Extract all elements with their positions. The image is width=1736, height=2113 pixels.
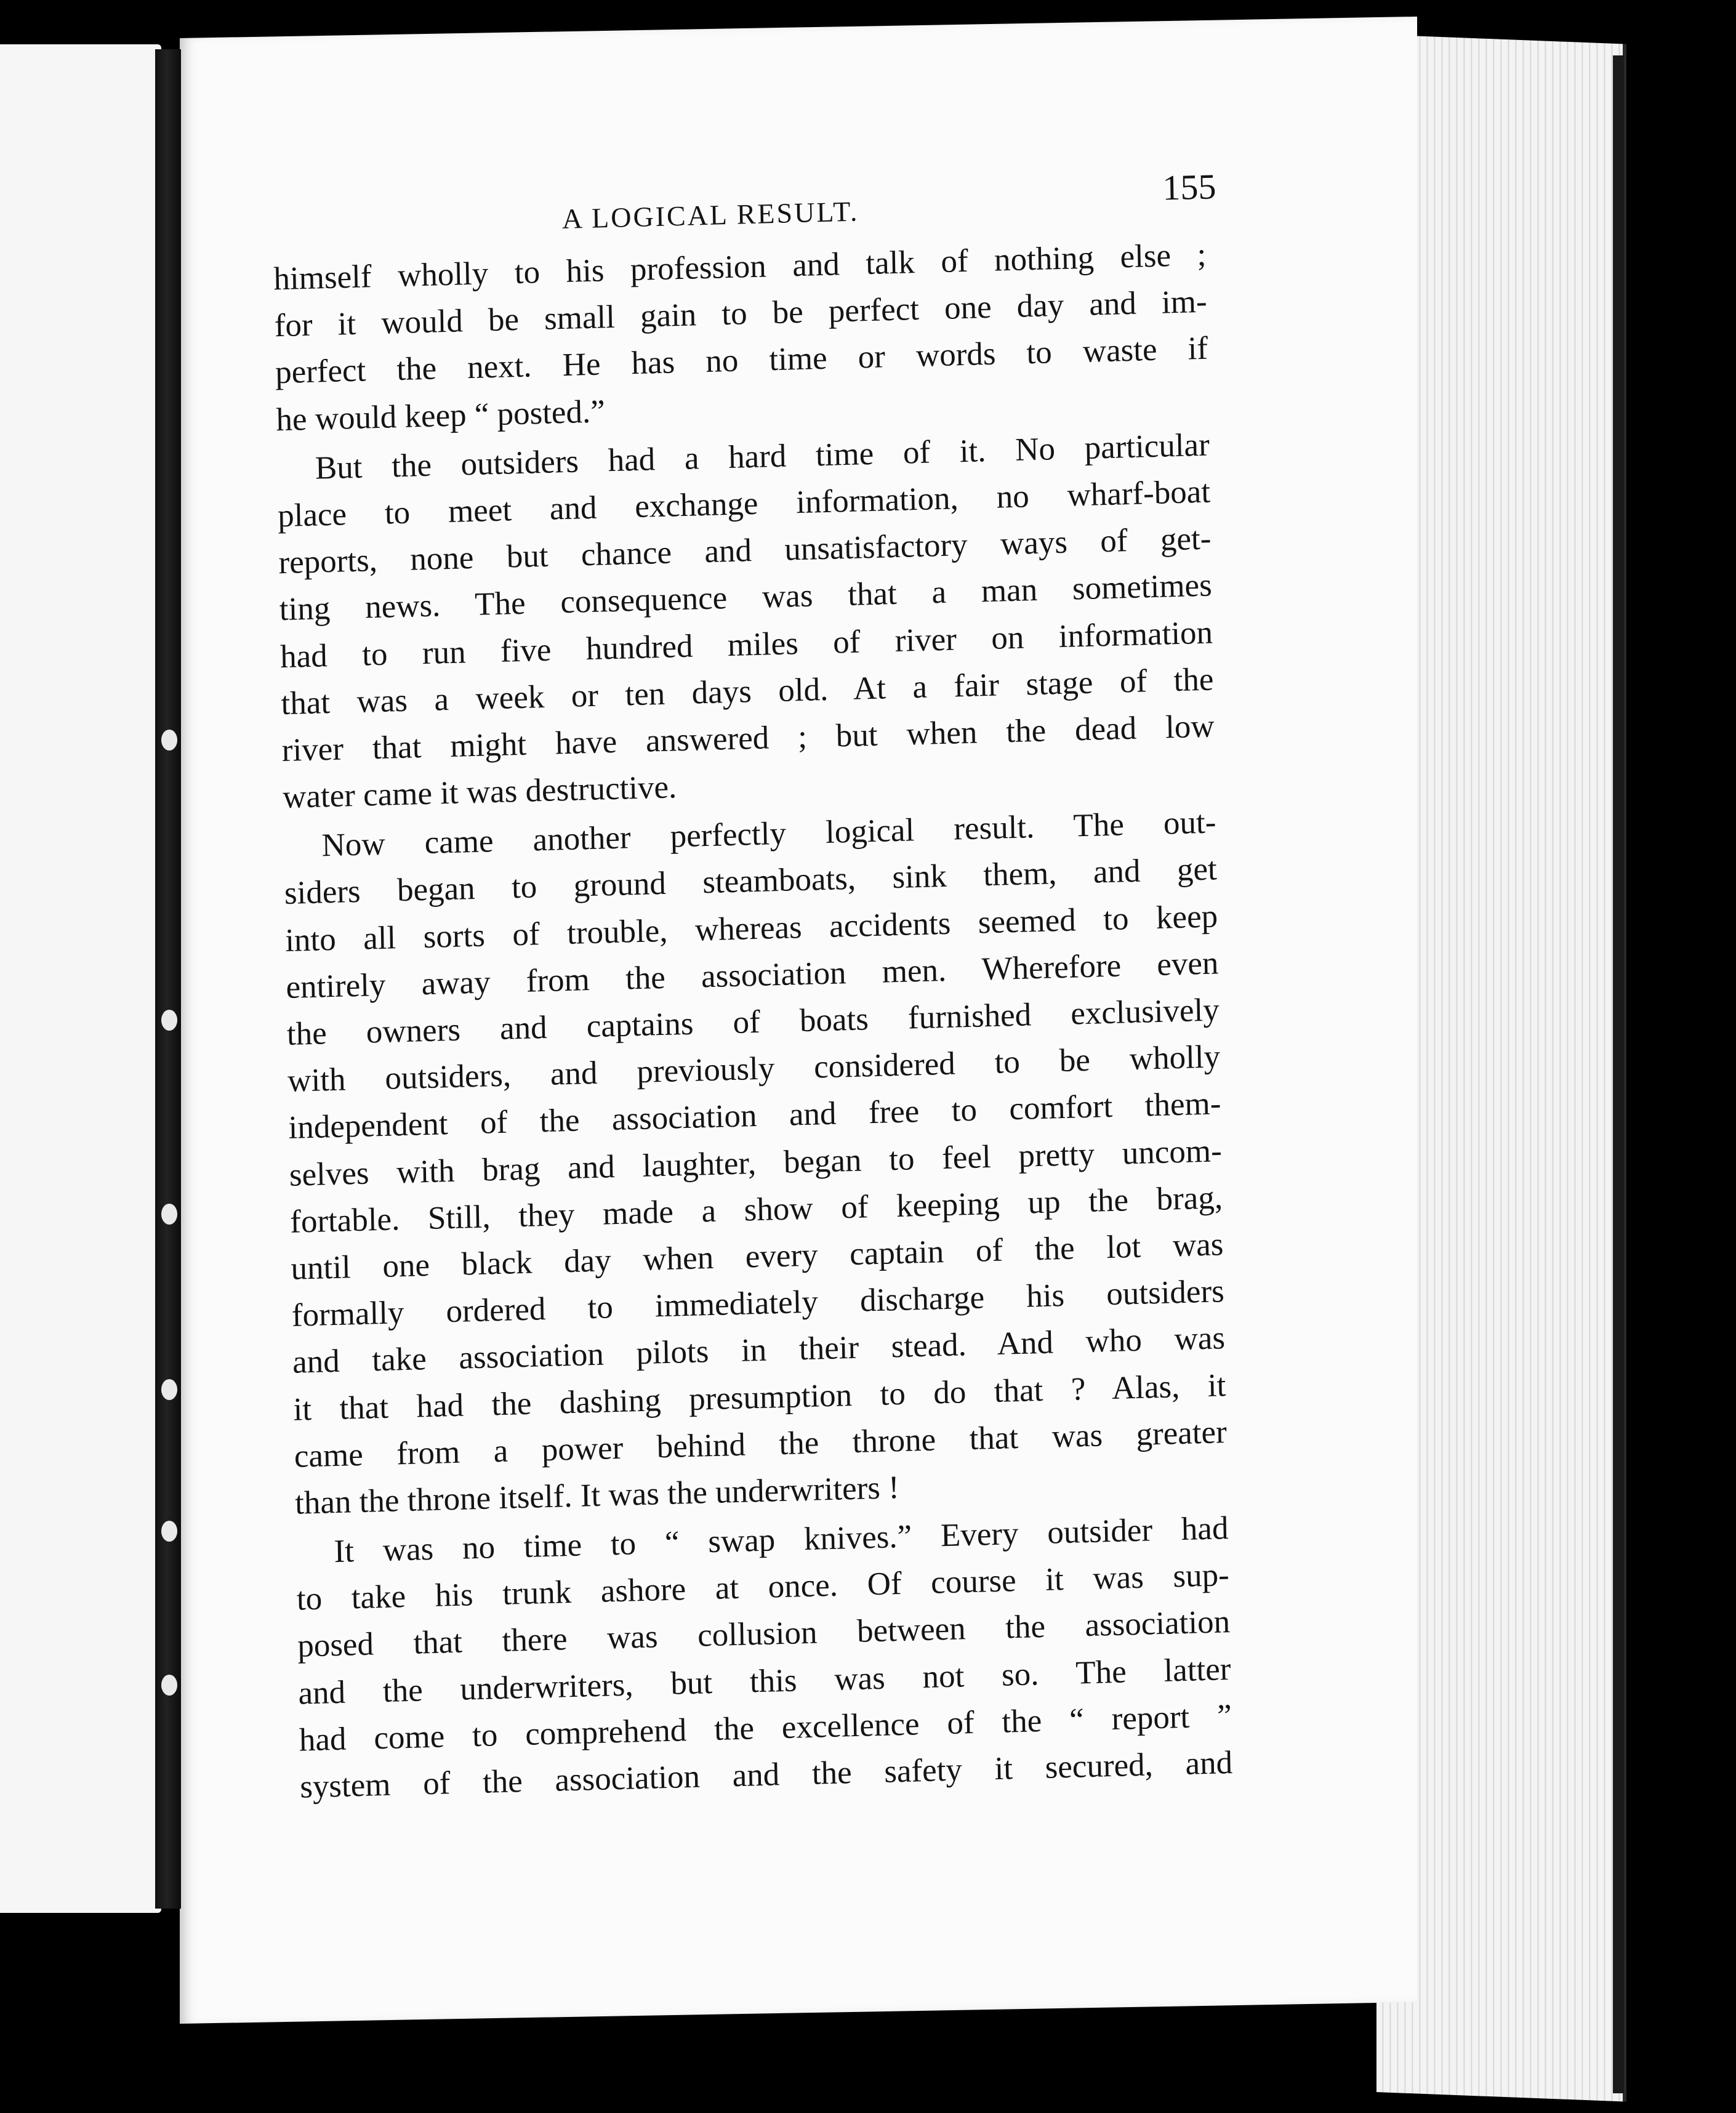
binding-stitch xyxy=(161,1379,177,1400)
text-line: fortable. Still, they made a show of keeping up the brag, xyxy=(289,1179,1223,1240)
text-line: formally ordered to immediately discharge his outsiders xyxy=(291,1273,1225,1334)
body-text xyxy=(273,231,1233,1811)
text-line: had to run five hundred miles of river on information xyxy=(279,614,1213,675)
binding-stitch xyxy=(161,1204,177,1225)
book-page xyxy=(180,17,1417,2024)
text-line: reports, none but chance and unsatisfactory ways of get- xyxy=(278,520,1212,581)
text-line: than the throne itself. It was the underwriters ! xyxy=(294,1469,900,1521)
text-line: posed that there was collusion between the association xyxy=(297,1604,1231,1665)
text-line: perfect the next. He has no time or words to waste if xyxy=(275,331,1208,391)
text-line: entirely away from the association men. Wherefore even xyxy=(286,945,1219,1005)
running-head xyxy=(272,166,1216,246)
text-line: into all sorts of trouble, whereas accidents seemed to keep xyxy=(284,898,1218,959)
text-line: the owners and captains of boats furnished exclusively xyxy=(286,992,1220,1052)
binding-stitch xyxy=(161,1010,177,1031)
text-line: water came it was destructive. xyxy=(282,769,677,816)
book-cover-edge xyxy=(1613,55,1624,2093)
text-line: for it would be small gain to be perfect one day and im- xyxy=(274,283,1208,344)
text-line: he would keep “ posted.” xyxy=(275,393,606,438)
text-line: until one black day when every captain of the lot was xyxy=(291,1226,1224,1287)
text-line: Now came another perfectly logical result. The out- xyxy=(321,804,1216,864)
text-line: ting news. The consequence was that a man sometimes xyxy=(279,567,1213,628)
text-line: It was no time to “ swap knives.” Every outsider had xyxy=(334,1510,1229,1570)
text-line: siders began to ground steamboats, sink them, and get xyxy=(284,851,1218,912)
page-content xyxy=(272,166,1233,1811)
text-line: selves with brag and laughter, began to feel pretty uncom- xyxy=(289,1132,1223,1193)
text-line: But the outsiders had a hard time of it. No particular xyxy=(315,427,1210,486)
text-line: that was a week or ten days old. At a fair stage of the xyxy=(281,661,1214,722)
previous-page-edge xyxy=(0,44,161,1913)
text-line: and the underwriters, but this was not so. The latter xyxy=(298,1651,1231,1712)
text-line: himself wholly to his profession and talk of nothing else ; xyxy=(273,236,1207,297)
binding-stitch xyxy=(161,1675,177,1696)
text-line: river that might have answered ; but when the dead low xyxy=(281,708,1215,768)
text-line: system of the association and the safety it secured, and xyxy=(299,1744,1233,1805)
running-head-title: A LOGICAL RESULT. xyxy=(561,195,859,235)
book-gutter xyxy=(155,49,181,1909)
text-line: place to meet and exchange information, no wharf-boat xyxy=(277,473,1211,534)
text-line: and take association pilots in their stead. And who was xyxy=(292,1320,1226,1381)
binding-stitch xyxy=(161,1521,177,1542)
text-line: with outsiders, and previously considered to be wholly xyxy=(287,1039,1221,1100)
text-line: to take his trunk ashore at once. Of course it was sup- xyxy=(296,1557,1230,1617)
text-line: independent of the association and free to comfort them- xyxy=(288,1085,1221,1146)
binding-stitch xyxy=(161,730,177,751)
text-line: came from a power behind the throne that was greater xyxy=(294,1414,1228,1475)
text-line: had come to comprehend the excellence of the “ report ” xyxy=(299,1697,1232,1758)
text-line: it that had the dashing presumption to do that ? Alas, it xyxy=(293,1367,1226,1428)
page-number: 155 xyxy=(1162,166,1216,208)
